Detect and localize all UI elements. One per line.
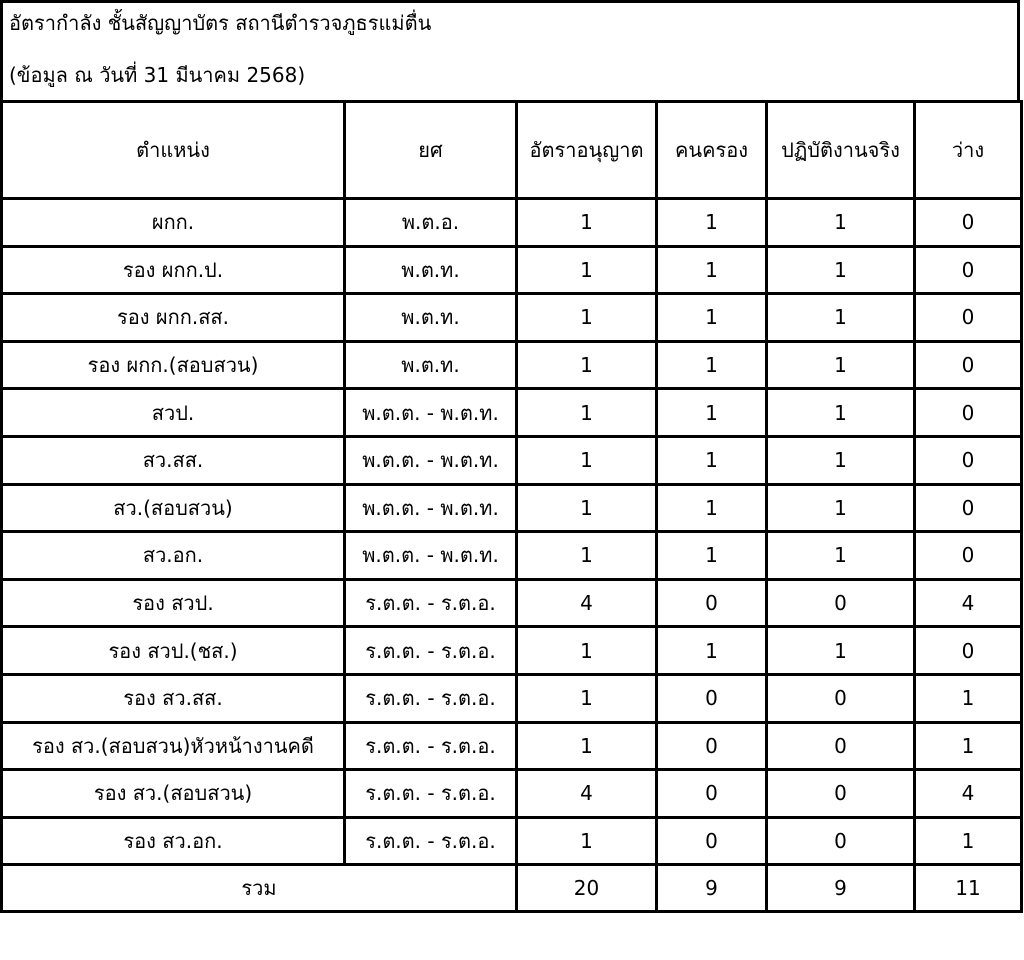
cell-authorized: 1 [517, 674, 657, 722]
cell-vacant: 0 [915, 341, 1022, 389]
cell-rank: ร.ต.ต. - ร.ต.อ. [345, 579, 517, 627]
cell-authorized: 1 [517, 722, 657, 770]
cell-vacant: 0 [915, 246, 1022, 294]
cell-authorized: 1 [517, 436, 657, 484]
cell-vacant: 4 [915, 770, 1022, 818]
cell-actual: 1 [767, 294, 915, 342]
cell-filled: 1 [657, 246, 767, 294]
header-row [2, 102, 1022, 199]
document-title: อัตรากำลัง ชั้นสัญญาบัตร สถานีตำรวจภูธรแม่ตื่น [9, 11, 432, 35]
table-row [2, 246, 1022, 294]
table-row [2, 294, 1022, 342]
cell-filled: 0 [657, 817, 767, 865]
cell-rank: ร.ต.ต. - ร.ต.อ. [345, 817, 517, 865]
cell-position: รอง สว.(สอบสวน)หัวหน้างานคดี [2, 722, 345, 770]
table-body [2, 199, 1022, 865]
cell-position: สว.สส. [2, 436, 345, 484]
cell-position: สวป. [2, 389, 345, 437]
cell-filled: 1 [657, 294, 767, 342]
cell-vacant: 4 [915, 579, 1022, 627]
cell-filled: 0 [657, 770, 767, 818]
cell-position: รอง สวป.(ชส.) [2, 627, 345, 675]
cell-position: ผกก. [2, 199, 345, 247]
cell-position: รอง สวป. [2, 579, 345, 627]
header-rank: ยศ [345, 102, 517, 199]
cell-authorized: 1 [517, 294, 657, 342]
cell-position: รอง ผกก.ป. [2, 246, 345, 294]
cell-filled: 0 [657, 722, 767, 770]
header-authorized: อัตราอนุญาต [517, 102, 657, 199]
cell-position: สว.อก. [2, 532, 345, 580]
cell-filled: 1 [657, 436, 767, 484]
cell-rank: ร.ต.ต. - ร.ต.อ. [345, 722, 517, 770]
total-filled: 9 [657, 865, 767, 912]
cell-vacant: 1 [915, 817, 1022, 865]
header-filled: คนครอง [657, 102, 767, 199]
table-row [2, 770, 1022, 818]
table-row [2, 674, 1022, 722]
table-row [2, 722, 1022, 770]
cell-authorized: 1 [517, 246, 657, 294]
cell-actual: 1 [767, 389, 915, 437]
cell-rank: ร.ต.ต. - ร.ต.อ. [345, 770, 517, 818]
cell-rank: ร.ต.ต. - ร.ต.อ. [345, 674, 517, 722]
cell-actual: 0 [767, 579, 915, 627]
total-vacant: 11 [915, 865, 1022, 912]
cell-rank: ร.ต.ต. - ร.ต.อ. [345, 627, 517, 675]
cell-authorized: 1 [517, 627, 657, 675]
cell-actual: 1 [767, 436, 915, 484]
cell-vacant: 0 [915, 389, 1022, 437]
cell-vacant: 1 [915, 674, 1022, 722]
cell-authorized: 1 [517, 199, 657, 247]
table-row [2, 341, 1022, 389]
cell-filled: 1 [657, 389, 767, 437]
cell-filled: 1 [657, 199, 767, 247]
cell-authorized: 1 [517, 484, 657, 532]
cell-vacant: 0 [915, 532, 1022, 580]
cell-position: สว.(สอบสวน) [2, 484, 345, 532]
cell-rank: พ.ต.ต. - พ.ต.ท. [345, 389, 517, 437]
cell-actual: 1 [767, 199, 915, 247]
cell-rank: พ.ต.ต. - พ.ต.ท. [345, 484, 517, 532]
cell-actual: 0 [767, 722, 915, 770]
cell-rank: พ.ต.ต. - พ.ต.ท. [345, 436, 517, 484]
cell-actual: 1 [767, 627, 915, 675]
header-actual: ปฏิบัติงานจริง [767, 102, 915, 199]
cell-position: รอง ผกก.สส. [2, 294, 345, 342]
cell-position: รอง ผกก.(สอบสวน) [2, 341, 345, 389]
cell-filled: 1 [657, 484, 767, 532]
cell-vacant: 1 [915, 722, 1022, 770]
cell-authorized: 4 [517, 770, 657, 818]
cell-actual: 1 [767, 246, 915, 294]
table-row [2, 484, 1022, 532]
cell-actual: 1 [767, 484, 915, 532]
cell-vacant: 0 [915, 294, 1022, 342]
cell-authorized: 1 [517, 389, 657, 437]
cell-authorized: 1 [517, 532, 657, 580]
total-row [2, 865, 1022, 912]
cell-actual: 0 [767, 817, 915, 865]
cell-rank: พ.ต.ท. [345, 246, 517, 294]
cell-filled: 0 [657, 579, 767, 627]
cell-vacant: 0 [915, 199, 1022, 247]
cell-vacant: 0 [915, 627, 1022, 675]
cell-position: รอง สว.อก. [2, 817, 345, 865]
table-row [2, 579, 1022, 627]
table-row [2, 389, 1022, 437]
cell-rank: พ.ต.ท. [345, 294, 517, 342]
cell-authorized: 4 [517, 579, 657, 627]
cell-actual: 0 [767, 770, 915, 818]
cell-actual: 1 [767, 341, 915, 389]
cell-vacant: 0 [915, 484, 1022, 532]
total-label: รวม [2, 865, 517, 912]
cell-rank: พ.ต.ต. - พ.ต.ท. [345, 532, 517, 580]
cell-filled: 1 [657, 532, 767, 580]
cell-actual: 1 [767, 532, 915, 580]
cell-filled: 1 [657, 341, 767, 389]
cell-position: รอง สว.สส. [2, 674, 345, 722]
total-actual: 9 [767, 865, 915, 912]
cell-authorized: 1 [517, 817, 657, 865]
header-vacant: ว่าง [915, 102, 1022, 199]
table-row [2, 532, 1022, 580]
table-row [2, 436, 1022, 484]
title-block [0, 0, 1020, 100]
table-row [2, 627, 1022, 675]
cell-authorized: 1 [517, 341, 657, 389]
table-row [2, 817, 1022, 865]
data-date: (ข้อมูล ณ วันที่ 31 มีนาคม 2568) [9, 63, 306, 87]
cell-vacant: 0 [915, 436, 1022, 484]
cell-rank: พ.ต.อ. [345, 199, 517, 247]
header-position: ตำแหน่ง [2, 102, 345, 199]
cell-filled: 0 [657, 674, 767, 722]
manpower-table [0, 100, 1023, 913]
cell-rank: พ.ต.ท. [345, 341, 517, 389]
table-row [2, 199, 1022, 247]
cell-actual: 0 [767, 674, 915, 722]
cell-filled: 1 [657, 627, 767, 675]
total-authorized: 20 [517, 865, 657, 912]
cell-position: รอง สว.(สอบสวน) [2, 770, 345, 818]
